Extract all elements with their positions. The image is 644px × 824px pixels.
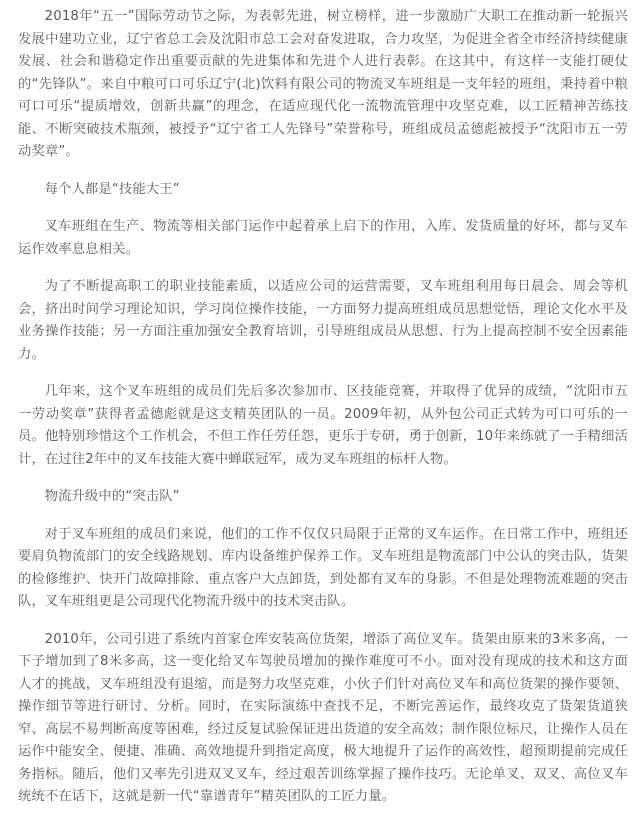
paragraph-competitions: 几年来，这个叉车班组的成员们先后多次参加市、区技能竞赛，并取得了优异的成绩，“沈阳市五一劳动奖章”获得者孟德彪就是这支精英团队的一员。2009年初，从外包公司正式转为可口可乐的一员。他特别珍惜这个工作机会，不但工作任劳任怨，更乐于专研，勇于创新，10年来练就了一手精细活计，在过往2年中的叉车技能大赛中蝉联冠军，成为叉车班组的标杆人物。 <box>18 384 628 467</box>
intro-paragraph: 2018年“五一”国际劳动节之际，为表彰先进，树立榜样，进一步激励广大职工在推动新一轮振兴发展中建功立业，辽宁省总工会及沈阳市总工会对奋发进取，合力攻坚，为促进全省全市经济持续健康发展、社会和谐稳定作出重要贡献的先进集体和先进个人进行表彰。在这其中，有这样一支能打硬仗的“先锋队”。来自中粮可口可乐辽宁(北)饮料有限公司的物流叉车班组是一支年轻的班组，秉持着中粮可口可乐“提质增效，创新共赢”的理念，在适应现代化一流物流管理中攻坚克难，以工匠精神苦练技能、不断突破技术瓶颈，被授予“辽宁省工人先锋号”荣誉称号，班组成员孟德彪被授予“沈阳市五一劳动奖章”。 <box>18 9 628 159</box>
paragraph-commando-work: 对于叉车班组的成员们来说，他们的工作不仅仅只局限于正常的叉车运作。在日常工作中，班组还要肩负物流部门的安全线路规划、库内设备维护保养工作。叉车班组是物流部门中公认的突击队，货架的检修维护、快开门故障排除、重点客户大点卸货，到处都有叉车的身影。不但是处理物流难题的突击队，叉车班组更是公司现代化物流升级中的技术突击队。 <box>18 526 628 609</box>
paragraph-training: 为了不断提高职工的职业技能素质，以适应公司的运营需要，叉车班组利用每日晨会、周会等机会，挤出时间学习理论知识，学习岗位操作技能，一方面努力提高班组成员思想觉悟，理论文化水平及业务操作技能；另一方面注重加强安全教育培训，引导班组成员从思想、行为上提高控制不安全因素能力。 <box>18 279 628 362</box>
paragraph-forklift-role: 叉车班组在生产、物流等相关部门运作中起着承上启下的作用，入库、发货质量的好坏，都与叉车运作效率息息相关。 <box>18 219 628 257</box>
paragraph-high-rack: 2010年，公司引进了系统内首家仓库安装高位货架，增添了高位叉车。货架由原来的3米多高，一下子增加到了8米多高，这一变化给叉车驾驶员增加的操作难度可不小。面对没有现成的技术和这方面人才的挑战，叉车班组没有退缩，而是努力攻坚克难，小伙子们针对高位叉车和高位货架的操作要领、操作细节等进行研讨、分析。同时，在实际演练中查找不足，不断完善运作，最终攻克了货架货道狭窄、高层不易判断高度等困难，经过反复试验保证进出货道的安全高效；制作限位标尺，让操作人员在运作中能安全、便捷、准确、高效地提升到指定高度，极大地提升了运作的高效性，超预期提前完成任务指标。随后，他们又率先引进双叉叉车，经过艰苦训练掌握了操作技巧。无论单叉、双叉、高位叉车统统不在话下，这就是新一代“靠谱青年”精英团队的工匠力量。 <box>18 631 628 804</box>
subheading-commando-team: 物流升级中的“突击队” <box>44 489 180 504</box>
subheading-skill-king: 每个人都是“技能大王” <box>44 181 180 197</box>
article-body <box>18 6 628 824</box>
